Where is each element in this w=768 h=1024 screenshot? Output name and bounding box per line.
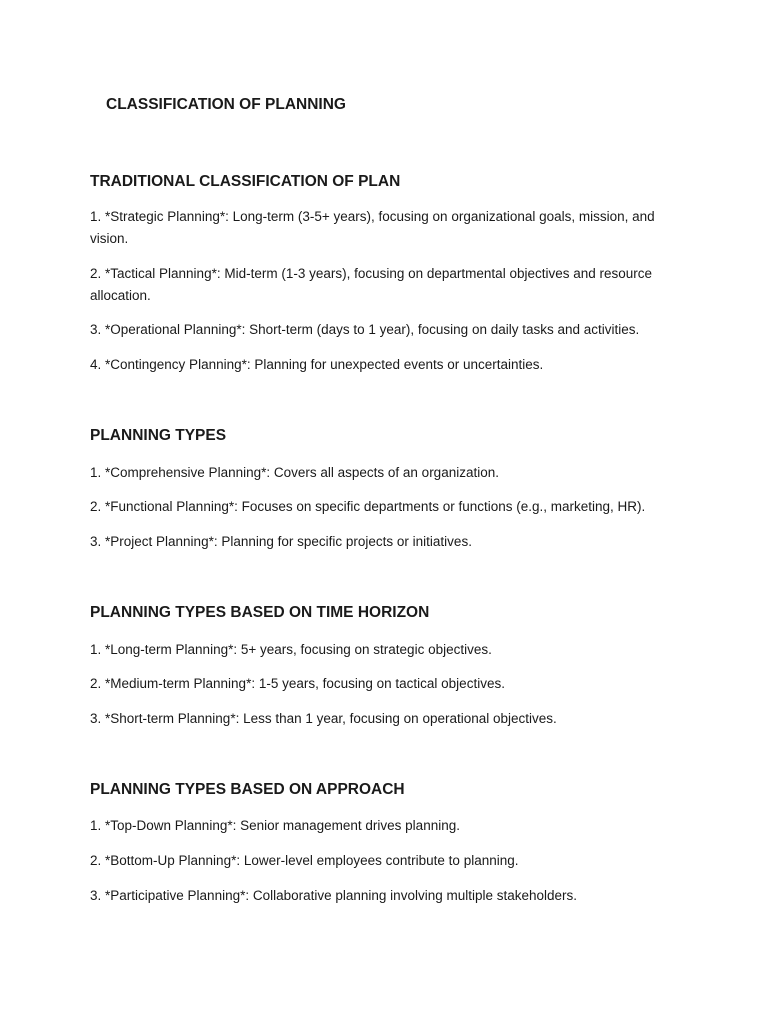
section-heading-traditional: TRADITIONAL CLASSIFICATION OF PLAN bbox=[90, 173, 401, 190]
list-item: 3. *Operational Planning*: Short-term (days to 1 year), focusing on daily tasks and activities. bbox=[90, 322, 640, 337]
list-item: 3. *Project Planning*: Planning for specific projects or initiatives. bbox=[90, 534, 472, 549]
list-item: 2. *Bottom-Up Planning*: Lower-level employees contribute to planning. bbox=[90, 853, 519, 868]
list-item: 2. *Functional Planning*: Focuses on specific departments or functions (e.g., marketing, HR). bbox=[90, 499, 646, 514]
list-item: 1. *Top-Down Planning*: Senior management drives planning. bbox=[90, 818, 460, 833]
list-item: 3. *Short-term Planning*: Less than 1 year, focusing on operational objectives. bbox=[90, 711, 557, 726]
section-heading-time-horizon: PLANNING TYPES BASED ON TIME HORIZON bbox=[90, 604, 430, 621]
document-title: CLASSIFICATION OF PLANNING bbox=[106, 96, 346, 113]
list-item: 3. *Participative Planning*: Collaborative planning involving multiple stakeholders. bbox=[90, 888, 578, 903]
list-item: 1. *Long-term Planning*: 5+ years, focusing on strategic objectives. bbox=[90, 642, 492, 657]
list-item: 2. *Medium-term Planning*: 1-5 years, focusing on tactical objectives. bbox=[90, 676, 505, 691]
list-item: 1. *Comprehensive Planning*: Covers all aspects of an organization. bbox=[90, 465, 499, 480]
list-item: 4. *Contingency Planning*: Planning for unexpected events or uncertainties. bbox=[90, 357, 544, 372]
list-item: 2. *Tactical Planning*: Mid-term (1-3 years), focusing on departmental objectives and resource allocation. bbox=[90, 266, 653, 303]
section-heading-planning-types: PLANNING TYPES bbox=[90, 427, 227, 444]
section-heading-approach: PLANNING TYPES BASED ON APPROACH bbox=[90, 781, 405, 798]
list-item: 1. *Strategic Planning*: Long-term (3-5+ years), focusing on organizational goals, mission, and vision. bbox=[90, 209, 655, 246]
